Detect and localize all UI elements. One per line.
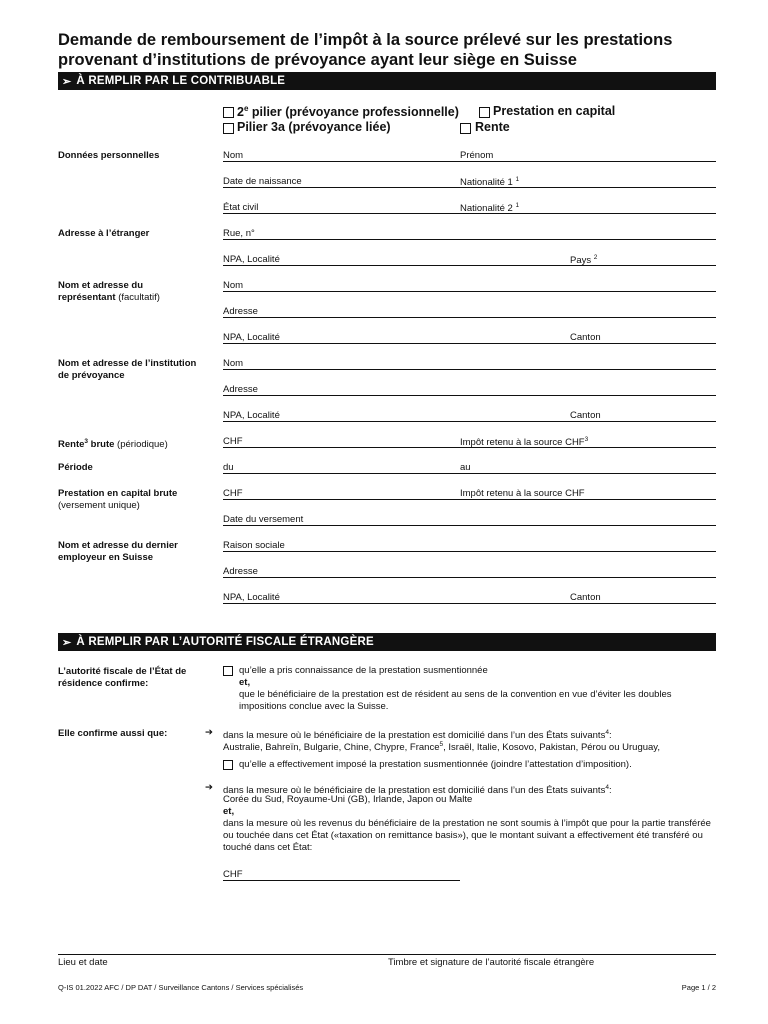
field-label-rente-chf: CHF xyxy=(223,436,243,447)
input-line-emp-npa[interactable] xyxy=(223,603,716,604)
input-line-rep-adresse[interactable] xyxy=(223,317,716,318)
field-label-emp-adresse: Adresse xyxy=(223,566,258,577)
section-header-authority xyxy=(58,633,716,651)
input-line-capital[interactable] xyxy=(223,499,716,500)
field-label-prenom: Prénom xyxy=(460,150,494,161)
field-label-nat1: Nationalité 1 $^1$ xyxy=(460,176,520,189)
field-label-rente-impot: Impôt retenu à la source CHF$^3$ xyxy=(460,436,589,449)
signature-line[interactable] xyxy=(58,954,716,955)
field-label-inst-adresse: Adresse xyxy=(223,384,258,395)
section-header-label: À REMPLIR PAR L’AUTORITÉ FISCALE ÉTRANGÈRE xyxy=(76,636,374,648)
input-line-etat-civil[interactable] xyxy=(223,213,716,214)
input-line-inst-nom[interactable] xyxy=(223,369,716,370)
input-line-rep-npa[interactable] xyxy=(223,343,716,344)
input-line-nom-prenom[interactable] xyxy=(223,161,716,162)
arrow-bullet-icon: ➔ xyxy=(205,782,213,793)
field-label-du: du xyxy=(223,462,234,473)
input-line-naissance[interactable] xyxy=(223,187,716,188)
input-line-inst-adresse[interactable] xyxy=(223,395,716,396)
field-label-emp-canton: Canton xyxy=(570,592,601,603)
field-label-npa: NPA, Localité xyxy=(223,254,280,265)
pillar2-label: 2e pilier (prévoyance professionnelle) xyxy=(237,104,459,120)
et-connector-2: et, xyxy=(223,806,235,817)
section-label-employer: Nom et adresse du dernier employeur en Suisse xyxy=(58,540,178,563)
field-label-raison: Raison sociale xyxy=(223,540,285,551)
input-line-periode[interactable] xyxy=(223,473,716,474)
input-line-remittance-chf[interactable] xyxy=(223,880,460,881)
section-label-confirm: L’autorité fiscale de l’État de résidence confirme: xyxy=(58,666,187,689)
input-line-rep-nom[interactable] xyxy=(223,291,716,292)
input-line-raison[interactable] xyxy=(223,551,716,552)
field-label-emp-npa: NPA, Localité xyxy=(223,592,280,603)
field-label-date-versement: Date du versement xyxy=(223,514,304,525)
field-label-rep-nom: Nom xyxy=(223,280,244,291)
arrow-right-icon: ➢ xyxy=(62,636,72,649)
rente-label: Rente xyxy=(475,120,510,134)
section-label-also-confirms: Elle confirme aussi que: xyxy=(58,728,168,739)
field-label-inst-npa: NPA, Localité xyxy=(223,410,280,421)
field-label-rep-npa: NPA, Localité xyxy=(223,332,280,343)
bullet2-text: dans la mesure où le bénéficiaire de la prestation est domicilié dans l’un des États suivants$^4$: xyxy=(223,784,612,797)
input-line-npa[interactable] xyxy=(223,265,716,266)
field-label-pays: Pays $^2$ xyxy=(570,254,598,267)
section-header-taxpayer xyxy=(58,72,716,90)
lieu-date-label: Lieu et date xyxy=(58,957,108,968)
field-label-nat2: Nationalité 2 $^1$ xyxy=(460,202,520,215)
input-line-inst-npa[interactable] xyxy=(223,421,716,422)
section-label-rente: Rente$^3$ brute (périodique) xyxy=(58,438,168,451)
field-label-rep-adresse: Adresse xyxy=(223,306,258,317)
section-header-label: À REMPLIR PAR LE CONTRIBUABLE xyxy=(76,75,286,87)
taxed-text: qu’elle a effectivement imposé la prestation susmentionnée (joindre l’attestation d’imposition). xyxy=(239,759,632,770)
field-label-au: au xyxy=(460,462,471,473)
capital-label: Prestation en capital xyxy=(493,104,616,118)
taxed-checkbox[interactable] xyxy=(223,760,233,770)
section-label-personal: Données personnelles xyxy=(58,150,160,161)
bullet1-text: dans la mesure où le bénéficiaire de la prestation est domicilié dans l’un des États suivants$^4$: xyxy=(223,729,612,742)
section-label-institution: Nom et adresse de l’institution de prévoyance xyxy=(58,358,197,381)
field-label-rep-canton: Canton xyxy=(570,332,601,343)
et-connector: et, xyxy=(239,677,251,688)
confirm-knowledge-checkbox[interactable] xyxy=(223,666,233,676)
field-label-nom: Nom xyxy=(223,150,244,161)
states-list-2: Corée du Sud, Royaume-Uni (GB), Irlande, Japon ou Malte xyxy=(223,794,473,805)
section-label-representative: Nom et adresse du représentant (facultatif) xyxy=(58,280,160,303)
input-line-date-versement[interactable] xyxy=(223,525,716,526)
confirm-resident-text: que le bénéficiaire de la prestation est de résident au sens de la convention en vue d’éviter les doubles impositions conclue avec la Suisse. xyxy=(239,689,672,712)
pillar2-checkbox[interactable] xyxy=(223,107,234,118)
stamp-signature-label: Timbre et signature de l’autorité fiscale étrangère xyxy=(388,957,595,968)
section-label-capital: Prestation en capital brute (versement unique) xyxy=(58,488,178,511)
section-label-address: Adresse à l’étranger xyxy=(58,228,150,239)
field-label-naissance: Date de naissance xyxy=(223,176,302,187)
capital-checkbox[interactable] xyxy=(479,107,490,118)
field-label-remittance-chf: CHF xyxy=(223,869,243,880)
remittance-text: dans la mesure où les revenus du bénéficiaire de la prestation ne sont soumis à l’impôt que pour la partie transférée ou touchée dans cet État («taxation on remittance basis»), que le montant suivant a effectivement été transféré ou touché dans cet État: xyxy=(223,818,711,853)
field-label-inst-canton: Canton xyxy=(570,410,601,421)
field-label-inst-nom: Nom xyxy=(223,358,244,369)
field-label-etat-civil: État civil xyxy=(223,202,259,213)
field-label-capital-impot: Impôt retenu à la source CHF xyxy=(460,488,585,499)
page-title: Demande de remboursement de l’impôt à la source prélevé sur les prestations provenant d’institutions de prévoyance ayant leur siège en Suisse xyxy=(58,31,673,69)
field-label-capital-chf: CHF xyxy=(223,488,243,499)
page-number: Page 1 / 2 xyxy=(681,983,716,992)
states-list-1: Australie, Bahreïn, Bulgarie, Chine, Chypre, France$^5$, Israël, Italie, Kosovo, Pakistan, Pérou ou Uruguay, xyxy=(223,741,660,754)
rente-checkbox[interactable] xyxy=(460,123,471,134)
section-label-periode: Période xyxy=(58,462,93,473)
pillar3a-checkbox[interactable] xyxy=(223,123,234,134)
input-line-emp-adresse[interactable] xyxy=(223,577,716,578)
pillar3a-label: Pilier 3a (prévoyance liée) xyxy=(237,120,391,134)
input-line-rue[interactable] xyxy=(223,239,716,240)
field-label-rue: Rue, n° xyxy=(223,228,255,239)
arrow-right-icon: ➢ xyxy=(62,75,72,88)
confirm-knowledge-text: qu’elle a pris connaissance de la prestation susmentionnée xyxy=(239,665,488,676)
footer-reference: Q-IS 01.2022 AFC / DP DAT / Surveillance Cantons / Services spécialisés xyxy=(58,983,304,992)
input-line-rente[interactable] xyxy=(223,447,716,448)
arrow-bullet-icon: ➔ xyxy=(205,727,213,738)
